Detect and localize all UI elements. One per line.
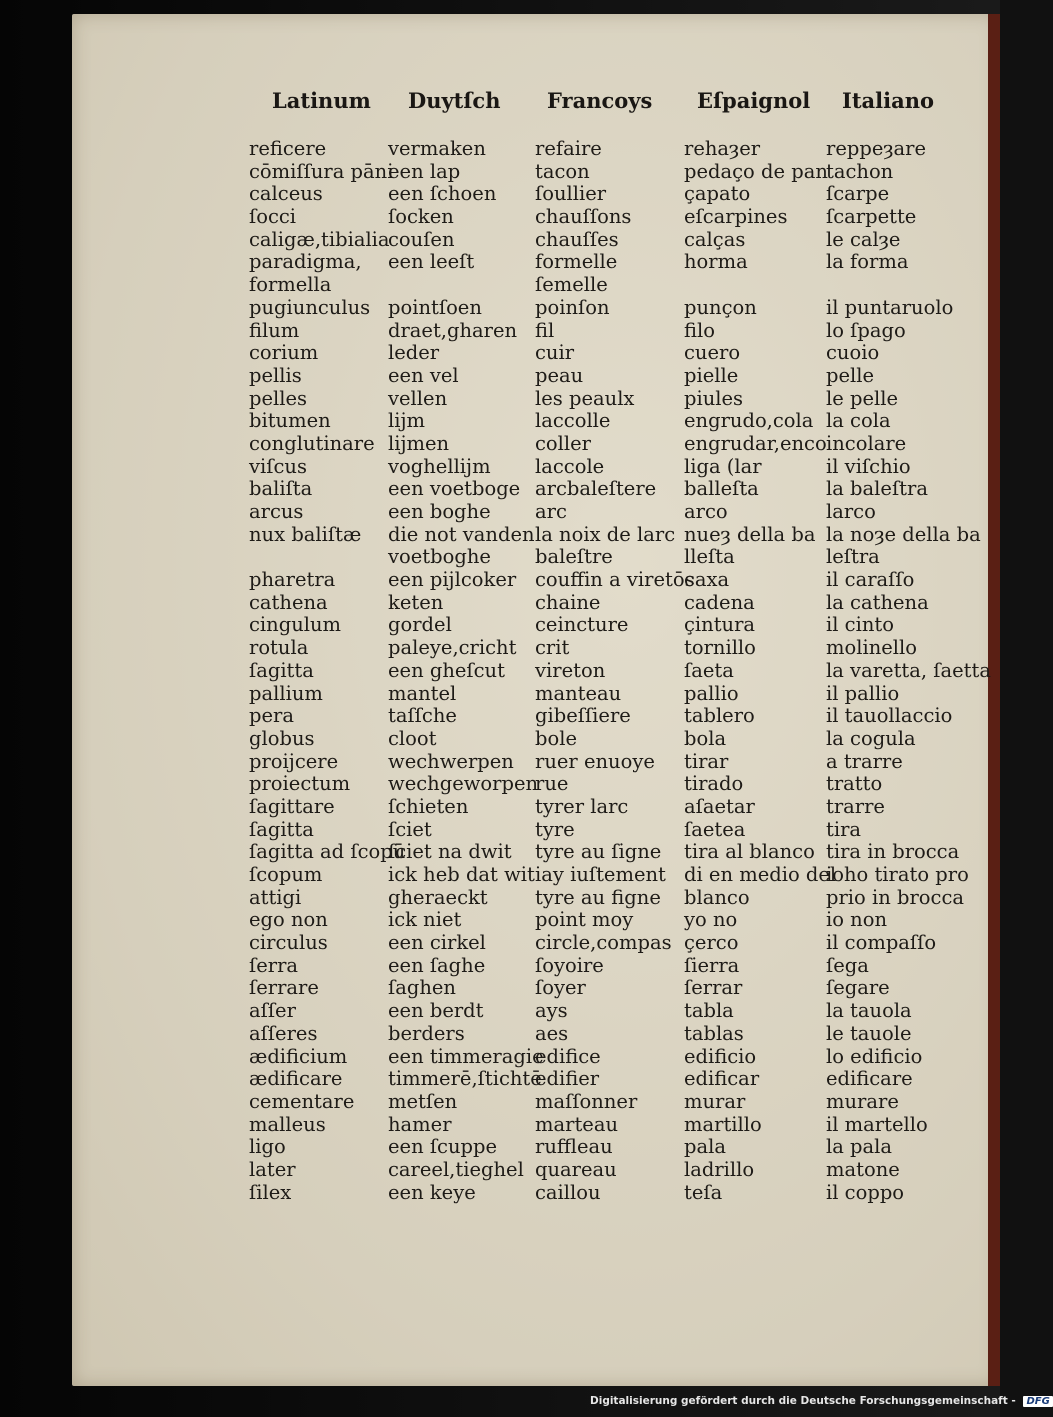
table-row [0, 705, 1000, 728]
cell-italiano: il cinto [826, 613, 894, 637]
cell-francoys: chauſſons [535, 205, 632, 229]
cell-italiano: incolare [826, 431, 907, 455]
cell-italiano: larco [826, 500, 876, 523]
cell-italiano: ſcarpette [826, 205, 917, 229]
cell-espaignol: teſa [684, 1180, 723, 1204]
cell-espaignol: ſierra [684, 953, 740, 977]
cell-duytsch: een lap [388, 159, 461, 183]
cell-francoys: peau [535, 363, 584, 387]
cell-espaignol: arco [684, 500, 728, 523]
table-row [0, 683, 1000, 706]
cell-francoys: ſoyer [535, 976, 586, 1000]
cell-espaignol: yo no [684, 908, 738, 932]
cell-latinum: ſagittare [249, 794, 335, 818]
cell-italiano: leſtra [826, 545, 880, 569]
cell-latinum: later [249, 1157, 296, 1181]
cell-latinum: proiectum [249, 772, 351, 796]
cell-espaignol: filo [684, 318, 715, 342]
cell-francoys: tacon [535, 159, 590, 183]
cell-italiano: il coppo [826, 1180, 905, 1204]
cell-latinum: cathena [249, 590, 328, 614]
cell-espaignol: piules [684, 386, 744, 410]
cell-espaignol: balleſta [684, 477, 759, 501]
cell-italiano: matone [826, 1157, 900, 1181]
cell-latinum: corium [249, 341, 319, 365]
cell-francoys: tyre au ſigne [535, 840, 662, 864]
cell-italiano: le pelle [826, 386, 899, 410]
header-duytsch: Duytſch [408, 88, 501, 113]
cell-italiano: la cathena [826, 590, 929, 614]
cell-espaignol: pedaço de pan [684, 159, 828, 183]
cell-italiano: ſega [826, 953, 869, 977]
cell-duytsch: voghellijm [388, 454, 491, 478]
cell-duytsch: leder [388, 341, 440, 365]
cell-francoys: manteau [535, 681, 622, 705]
cell-latinum: pugiunculus [249, 295, 371, 319]
table-row [0, 887, 1000, 910]
cell-duytsch: lijmen [388, 431, 450, 455]
cell-francoys: gibeſſiere [535, 704, 631, 728]
cell-duytsch: cloot [388, 726, 437, 750]
cell-francoys: poinſon [535, 295, 610, 319]
cell-italiano: ſegare [826, 976, 890, 1000]
cell-espaignol: punҫon [684, 295, 757, 319]
cell-duytsch: berders [388, 1021, 465, 1045]
cell-duytsch: een ſcuppe [388, 1135, 498, 1159]
cell-italiano: reppeȝare [826, 137, 927, 160]
cell-duytsch: pointſoen [388, 295, 482, 319]
cell-italiano: lo edificio [826, 1044, 923, 1068]
cell-italiano: la varetta, ſaetta [826, 658, 991, 682]
cell-italiano: edificare [826, 1067, 913, 1091]
table-row [0, 138, 1000, 161]
header-latinum: Latinum [272, 88, 371, 113]
cell-espaignol: ſerrar [684, 976, 743, 1000]
cell-italiano: tira [826, 817, 862, 841]
cell-latinum: rotula [249, 636, 309, 660]
cell-francoys: ruer enuoye [535, 749, 655, 773]
cell-duytsch: een boghe [388, 500, 491, 523]
cell-francoys: coller [535, 431, 591, 455]
cell-duytsch: draet,gharen [388, 318, 518, 342]
cell-latinum: pallium [249, 681, 323, 705]
table-row [0, 501, 1000, 524]
cell-francoys: bole [535, 726, 577, 750]
cell-francoys: tyre [535, 817, 575, 841]
cell-latinum: arcus [249, 500, 304, 523]
cell-latinum: nux baliſtæ [249, 522, 362, 546]
cell-duytsch: careel,tieghel [388, 1157, 524, 1181]
cell-duytsch: ick niet [388, 908, 462, 932]
cell-espaignol: lleſta [684, 545, 735, 569]
table-row [0, 1182, 1000, 1205]
cell-duytsch: een berdt [388, 999, 484, 1023]
cell-italiano: molinello [826, 636, 918, 660]
cell-latinum: pharetra [249, 568, 336, 592]
cell-francoys: caillou [535, 1180, 601, 1204]
cell-duytsch: timmerē,ſtichtē [388, 1067, 542, 1091]
cell-italiano: prio in brocca [826, 885, 964, 909]
cell-latinum: baliſta [249, 477, 313, 501]
table-row [0, 751, 1000, 774]
cell-italiano: a trarre [826, 749, 903, 773]
cell-espaignol: murar [684, 1089, 746, 1113]
cell-italiano: la pala [826, 1135, 893, 1159]
table-row [0, 796, 1000, 819]
cell-latinum: circulus [249, 931, 328, 955]
dfg-logo: DFG [1023, 1396, 1052, 1407]
cell-italiano: il pallio [826, 681, 900, 705]
vocabulary-table [0, 138, 1000, 1204]
cell-italiano: tira in brocca [826, 840, 960, 864]
cell-italiano: il tauollaccio [826, 704, 953, 728]
cell-francoys: maſſonner [535, 1089, 638, 1113]
cell-duytsch: een ſaghe [388, 953, 486, 977]
cell-latinum: ſocci [249, 205, 297, 229]
cell-italiano: la noȝe della ba [826, 522, 981, 546]
cell-espaignol: pala [684, 1135, 726, 1159]
table-row [0, 388, 1000, 411]
cell-espaignol: pallio [684, 681, 739, 705]
cell-espaignol: tira al blanco [684, 840, 815, 864]
cell-espaignol: martillo [684, 1112, 762, 1136]
table-row [0, 569, 1000, 592]
cell-francoys: quareau [535, 1157, 617, 1181]
cell-latinum: ſagitta ad ſcopū [249, 840, 406, 864]
table-row [0, 932, 1000, 955]
cell-francoys: ceincture [535, 613, 629, 637]
cell-francoys: laccolle [535, 409, 611, 433]
cell-duytsch: een vel [388, 363, 459, 387]
table-row [0, 1159, 1000, 1182]
cell-duytsch: vermaken [388, 137, 486, 160]
cell-espaignol: horma [684, 250, 748, 274]
cell-latinum: proijcere [249, 749, 339, 773]
cell-italiano: lo ſpago [826, 318, 906, 342]
cell-espaignol: tornillo [684, 636, 756, 660]
cell-francoys: la noix de larc [535, 522, 676, 546]
cell-espaignol: edificio [684, 1044, 757, 1068]
table-row [0, 410, 1000, 433]
cell-duytsch: ick heb dat wit [388, 863, 535, 886]
cell-espaignol: ҫerco [684, 931, 739, 955]
cell-francoys: circle,compas [535, 931, 672, 955]
cell-francoys: tyre au figne [535, 885, 661, 909]
cell-latinum: reficere [249, 137, 327, 160]
cell-duytsch: gheraeckt [388, 885, 488, 909]
cell-espaignol: tirado [684, 772, 744, 796]
cell-italiano: tachon [826, 159, 894, 183]
cell-francoys: ruffleau [535, 1135, 613, 1159]
cell-espaignol: caxa [684, 568, 730, 592]
cell-italiano: la forma [826, 250, 909, 274]
cell-espaignol: blanco [684, 885, 750, 909]
cell-duytsch: gordel [388, 613, 452, 637]
cell-francoys: aes [535, 1021, 569, 1045]
cell-latinum: ſerra [249, 953, 299, 977]
cell-francoys: chaine [535, 590, 601, 614]
footer-text: Digitalisierung gefördert durch die Deutsche Forschungsgemeinschaft - [590, 1395, 1016, 1407]
cell-duytsch: die not vanden [388, 522, 535, 546]
cell-espaignol: tabla [684, 999, 734, 1023]
table-row [0, 728, 1000, 751]
cell-duytsch: een keye [388, 1180, 476, 1204]
table-row [0, 977, 1000, 1000]
cell-duytsch: hamer [388, 1112, 452, 1136]
cell-espaignol: nueȝ della ba [684, 522, 816, 546]
cell-francoys: baleſtre [535, 545, 613, 569]
table-row [0, 819, 1000, 842]
table-row [0, 1068, 1000, 1091]
header-espaignol: Eſpaignol [697, 88, 811, 113]
cell-duytsch: mantel [388, 681, 457, 705]
cell-italiano: il caraſſo [826, 568, 915, 592]
cell-duytsch: voetboghe [388, 545, 491, 569]
cell-francoys: refaire [535, 137, 602, 160]
cell-espaignol: tablas [684, 1021, 744, 1045]
cell-francoys: ſemelle [535, 273, 608, 297]
table-row [0, 183, 1000, 206]
cell-italiano: murare [826, 1089, 899, 1113]
cell-duytsch: wechgeworpen [388, 772, 539, 796]
cell-italiano: la cola [826, 409, 891, 433]
cell-latinum: formella [249, 273, 332, 297]
cell-italiano: trarre [826, 794, 885, 818]
cell-latinum: malleus [249, 1112, 326, 1136]
cell-francoys: laccole [535, 454, 605, 478]
cell-francoys: point moy [535, 908, 634, 932]
cell-francoys: marteau [535, 1112, 618, 1136]
cell-espaignol: ſaetea [684, 817, 746, 841]
cell-espaignol: pielle [684, 363, 739, 387]
cell-italiano: tratto [826, 772, 883, 796]
table-row [0, 1000, 1000, 1023]
table-row [0, 614, 1000, 637]
cell-espaignol: aſaetar [684, 794, 755, 818]
cell-italiano: io non [826, 908, 888, 932]
cell-latinum: calceus [249, 182, 323, 206]
cell-latinum: pelles [249, 386, 308, 410]
cell-duytsch: een pijlcoker [388, 568, 517, 592]
cell-latinum: ſagitta [249, 817, 314, 841]
cell-espaignol: ҫintura [684, 613, 756, 637]
cell-latinum: ego non [249, 908, 328, 932]
cell-duytsch: een voetboge [388, 477, 521, 501]
cell-italiano: ioho tirato pro [826, 863, 969, 886]
cell-duytsch: een timmeragie [388, 1044, 544, 1068]
cell-espaignol: tablero [684, 704, 755, 728]
header-francoys: Francoys [547, 88, 653, 113]
cell-espaignol: bola [684, 726, 727, 750]
cell-latinum: ædificare [249, 1067, 343, 1091]
cell-espaignol: cadena [684, 590, 755, 614]
cell-italiano: le tauole [826, 1021, 912, 1045]
cell-francoys: cuir [535, 341, 575, 365]
table-row [0, 1046, 1000, 1069]
cell-francoys: chauſſes [535, 227, 619, 251]
cell-latinum: ædificium [249, 1044, 348, 1068]
cell-francoys: les peaulx [535, 386, 635, 410]
cell-francoys: arcbaleſtere [535, 477, 657, 501]
cell-duytsch: keten [388, 590, 444, 614]
cell-latinum: cingulum [249, 613, 342, 637]
table-row [0, 524, 1000, 547]
cell-duytsch: wechwerpen [388, 749, 514, 773]
table-row [0, 161, 1000, 184]
cell-duytsch: ſciet na dwit [388, 840, 512, 864]
cell-italiano: pelle [826, 363, 875, 387]
table-row [0, 1023, 1000, 1046]
table-row [0, 864, 1000, 887]
cell-francoys: tyrer larc [535, 794, 629, 818]
cell-latinum: ſerrare [249, 976, 319, 1000]
cell-latinum: conglutinare [249, 431, 375, 455]
cell-francoys: ſoyoire [535, 953, 604, 977]
cell-latinum: ſcopum [249, 863, 323, 886]
cell-espaignol: calҫas [684, 227, 746, 251]
cell-francoys: crit [535, 636, 570, 660]
cell-duytsch: een gheſcut [388, 658, 505, 682]
cell-francoys: couffin a viretōs [535, 568, 695, 592]
cell-duytsch: ſciet [388, 817, 432, 841]
cell-espaignol: engrudo,cola [684, 409, 814, 433]
cell-italiano: le calȝe [826, 227, 901, 251]
table-row [0, 365, 1000, 388]
cell-francoys: ays [535, 999, 568, 1023]
cell-italiano: la cogula [826, 726, 916, 750]
cell-latinum: caligæ,tibialia [249, 227, 390, 251]
cell-espaignol: ſaeta [684, 658, 734, 682]
cell-francoys: rue [535, 772, 569, 796]
cell-duytsch: ſocken [388, 205, 454, 229]
table-row [0, 546, 1000, 569]
cell-duytsch: een cirkel [388, 931, 486, 955]
table-row [0, 660, 1000, 683]
cell-francoys: formelle [535, 250, 618, 274]
cell-latinum: paradigma, [249, 250, 362, 274]
cell-espaignol: tirar [684, 749, 729, 773]
cell-duytsch: taſſche [388, 704, 457, 728]
cell-latinum: viſcus [249, 454, 307, 478]
table-row [0, 1136, 1000, 1159]
cell-duytsch: lijm [388, 409, 426, 433]
table-row [0, 637, 1000, 660]
cell-duytsch: ſchieten [388, 794, 469, 818]
cell-duytsch: ſaghen [388, 976, 456, 1000]
table-row [0, 592, 1000, 615]
cell-latinum: cōmiſſura pāni [249, 159, 394, 183]
cell-espaignol: ladrillo [684, 1157, 755, 1181]
cell-latinum: aſſer [249, 999, 296, 1023]
cell-duytsch: vellen [388, 386, 448, 410]
table-row [0, 456, 1000, 479]
table-row [0, 841, 1000, 864]
cell-espaignol: di en medio del [684, 863, 837, 886]
cell-latinum: ligo [249, 1135, 286, 1159]
cell-francoys: vireton [535, 658, 606, 682]
table-row [0, 320, 1000, 343]
table-row [0, 433, 1000, 456]
table-row [0, 206, 1000, 229]
cell-espaignol: liga (lar [684, 454, 762, 478]
cell-espaignol: cuero [684, 341, 741, 365]
footer-credit [590, 1395, 1050, 1413]
cell-latinum: filum [249, 318, 300, 342]
cell-latinum: aſſeres [249, 1021, 318, 1045]
cell-italiano: il viſchio [826, 454, 911, 478]
cell-francoys: iay iuſtement [535, 863, 666, 886]
table-row [0, 274, 1000, 297]
table-row [0, 1091, 1000, 1114]
table-row [0, 1114, 1000, 1137]
cell-espaignol: engrudar,enco [684, 431, 827, 455]
cell-latinum: cementare [249, 1089, 355, 1113]
cell-francoys: arc [535, 500, 567, 523]
cell-italiano: il compaſſo [826, 931, 937, 955]
cell-francoys: fil [535, 318, 555, 342]
cell-espaignol: edificar [684, 1067, 760, 1091]
cell-francoys: edifice [535, 1044, 601, 1068]
cell-duytsch: metſen [388, 1089, 458, 1113]
cell-duytsch: couſen [388, 227, 455, 251]
cell-italiano: cuoio [826, 341, 880, 365]
cell-latinum: ſilex [249, 1180, 292, 1204]
cell-latinum: globus [249, 726, 315, 750]
table-row [0, 478, 1000, 501]
table-row [0, 251, 1000, 274]
cell-espaignol: eſcarpines [684, 205, 788, 229]
cell-latinum: attigi [249, 885, 302, 909]
cell-italiano: il puntaruolo [826, 295, 954, 319]
table-row [0, 342, 1000, 365]
cell-latinum: ſagitta [249, 658, 314, 682]
cell-duytsch: een leeſt [388, 250, 475, 274]
cell-francoys: edifier [535, 1067, 600, 1091]
cell-latinum: pellis [249, 363, 302, 387]
cell-duytsch: een ſchoen [388, 182, 497, 206]
cell-espaignol: rehaȝer [684, 137, 761, 160]
cell-latinum: bitumen [249, 409, 331, 433]
table-row [0, 229, 1000, 252]
cell-italiano: ſcarpe [826, 182, 890, 206]
cell-duytsch: paleye,cricht [388, 636, 517, 660]
cell-italiano: la baleſtra [826, 477, 928, 501]
cell-espaignol: ҫapato [684, 182, 751, 206]
cell-italiano: la tauola [826, 999, 912, 1023]
table-row [0, 297, 1000, 320]
header-italiano: Italiano [842, 88, 934, 113]
table-row [0, 773, 1000, 796]
column-headers [0, 88, 1000, 118]
cell-italiano: il martello [826, 1112, 928, 1136]
table-row [0, 955, 1000, 978]
cell-latinum: pera [249, 704, 294, 728]
cell-francoys: ſoullier [535, 182, 607, 206]
table-row [0, 909, 1000, 932]
